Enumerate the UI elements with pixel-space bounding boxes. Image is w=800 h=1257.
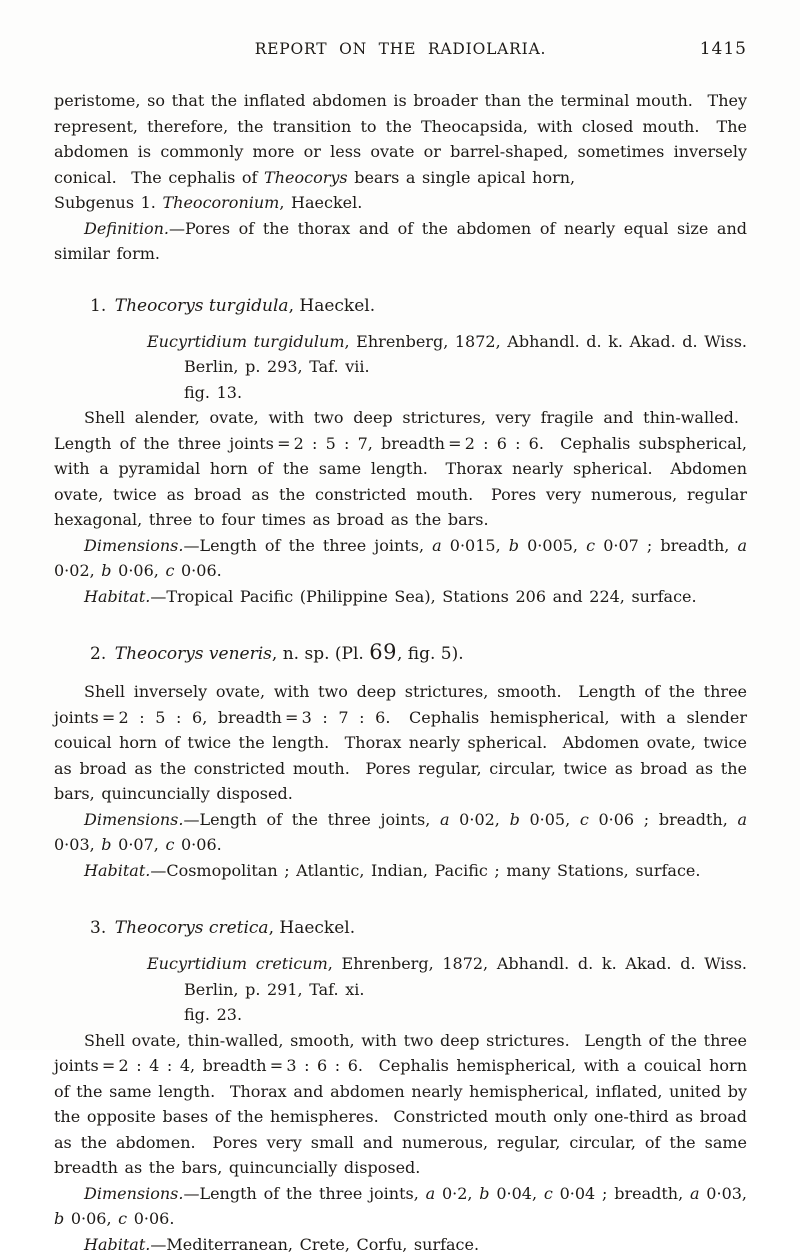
species-1-description: Shell alender, ovate, with two deep strictures, very fragile and thin-walled. Length of the three joints = 2 : 5 : 7, breadth = 2 : 6 : 6. Cephalis subspherical, with a pyramidal horn of the same length. Thorax nearly spherical. Abdomen ovate, twice as broad as the constricted mouth. Pores very numerous, regular hexagonal, three to four times as broad as the bars. bbox=[54, 405, 747, 533]
subgenus-heading: Subgenus 1. Theocoronium, Haeckel. bbox=[54, 190, 747, 216]
species-3-dimensions: Dimensions.—Length of the three joints, a 0·2, b 0·04, c 0·04 ; breadth, a 0·03, b 0·06, c 0·06. bbox=[54, 1181, 747, 1232]
running-head-title: REPORT ON THE RADIOLARIA. bbox=[54, 40, 747, 58]
page-number: 1415 bbox=[700, 39, 747, 59]
species-3-habitat: Habitat.—Mediterranean, Crete, Corfu, surface. bbox=[54, 1232, 747, 1257]
intro-paragraph: peristome, so that the inflated abdomen is broader than the terminal mouth. They represent, therefore, the transition to the Theocapsida, with closed mouth. The abdomen is commonly more or less ovate or barrel-shaped, sometimes inversely conical. The cephalis of Theocorys bears a single apical horn, bbox=[54, 88, 747, 190]
species-1-synonymy: Eucyrtidium turgidulum, Ehrenberg, 1872, Abhandl. d. k. Akad. d. Wiss. Berlin, p. 293, Taf. vii. fig. 13. bbox=[54, 329, 747, 406]
species-1-heading: 1. Theocorys turgidula, Haeckel. bbox=[54, 293, 747, 319]
species-1-habitat: Habitat.—Tropical Pacific (Philippine Sea), Stations 206 and 224, surface. bbox=[54, 584, 747, 610]
species-1-dimensions: Dimensions.—Length of the three joints, a 0·015, b 0·005, c 0·07 ; breadth, a 0·02, b 0·06, c 0·06. bbox=[54, 533, 747, 584]
species-2-habitat: Habitat.—Cosmopolitan ; Atlantic, Indian, Pacific ; many Stations, surface. bbox=[54, 858, 747, 884]
species-3-synonymy: Eucyrtidium creticum, Ehrenberg, 1872, Abhandl. d. k. Akad. d. Wiss. Berlin, p. 291, Taf. xi. fig. 23. bbox=[54, 951, 747, 1028]
species-2-description: Shell inversely ovate, with two deep strictures, smooth. Length of the three joints = 2 : 5 : 6, breadth = 3 : 7 : 6. Cephalis hemispherical, with a slender couical horn of twice the length. Thorax nearly spherical. Abdomen ovate, twice as broad as the constricted mouth. Pores regular, circular, twice as broad as the bars, quincuncially disposed. bbox=[54, 679, 747, 807]
running-header bbox=[54, 40, 747, 62]
species-2-dimensions: Dimensions.—Length of the three joints, a 0·02, b 0·05, c 0·06 ; breadth, a 0·03, b 0·07, c 0·06. bbox=[54, 807, 747, 858]
species-2-heading: 2. Theocorys veneris, n. sp. (Pl. 69, fig. 5). bbox=[54, 641, 747, 667]
species-3-heading: 3. Theocorys cretica, Haeckel. bbox=[54, 915, 747, 941]
definition-paragraph: Definition.—Pores of the thorax and of the abdomen of nearly equal size and similar form. bbox=[54, 216, 747, 267]
species-3-description: Shell ovate, thin-walled, smooth, with two deep strictures. Length of the three joints = 2 : 4 : 4, breadth = 3 : 6 : 6. Cephalis hemispherical, with a couical horn of the same length. Thorax and abdomen nearly hemispherical, inflated, united by the opposite bases of the hemispheres. Constricted mouth only one-third as broad as the abdomen. Pores very small and numerous, regular, circular, of the same breadth as the bars, quincuncially disposed. bbox=[54, 1028, 747, 1181]
